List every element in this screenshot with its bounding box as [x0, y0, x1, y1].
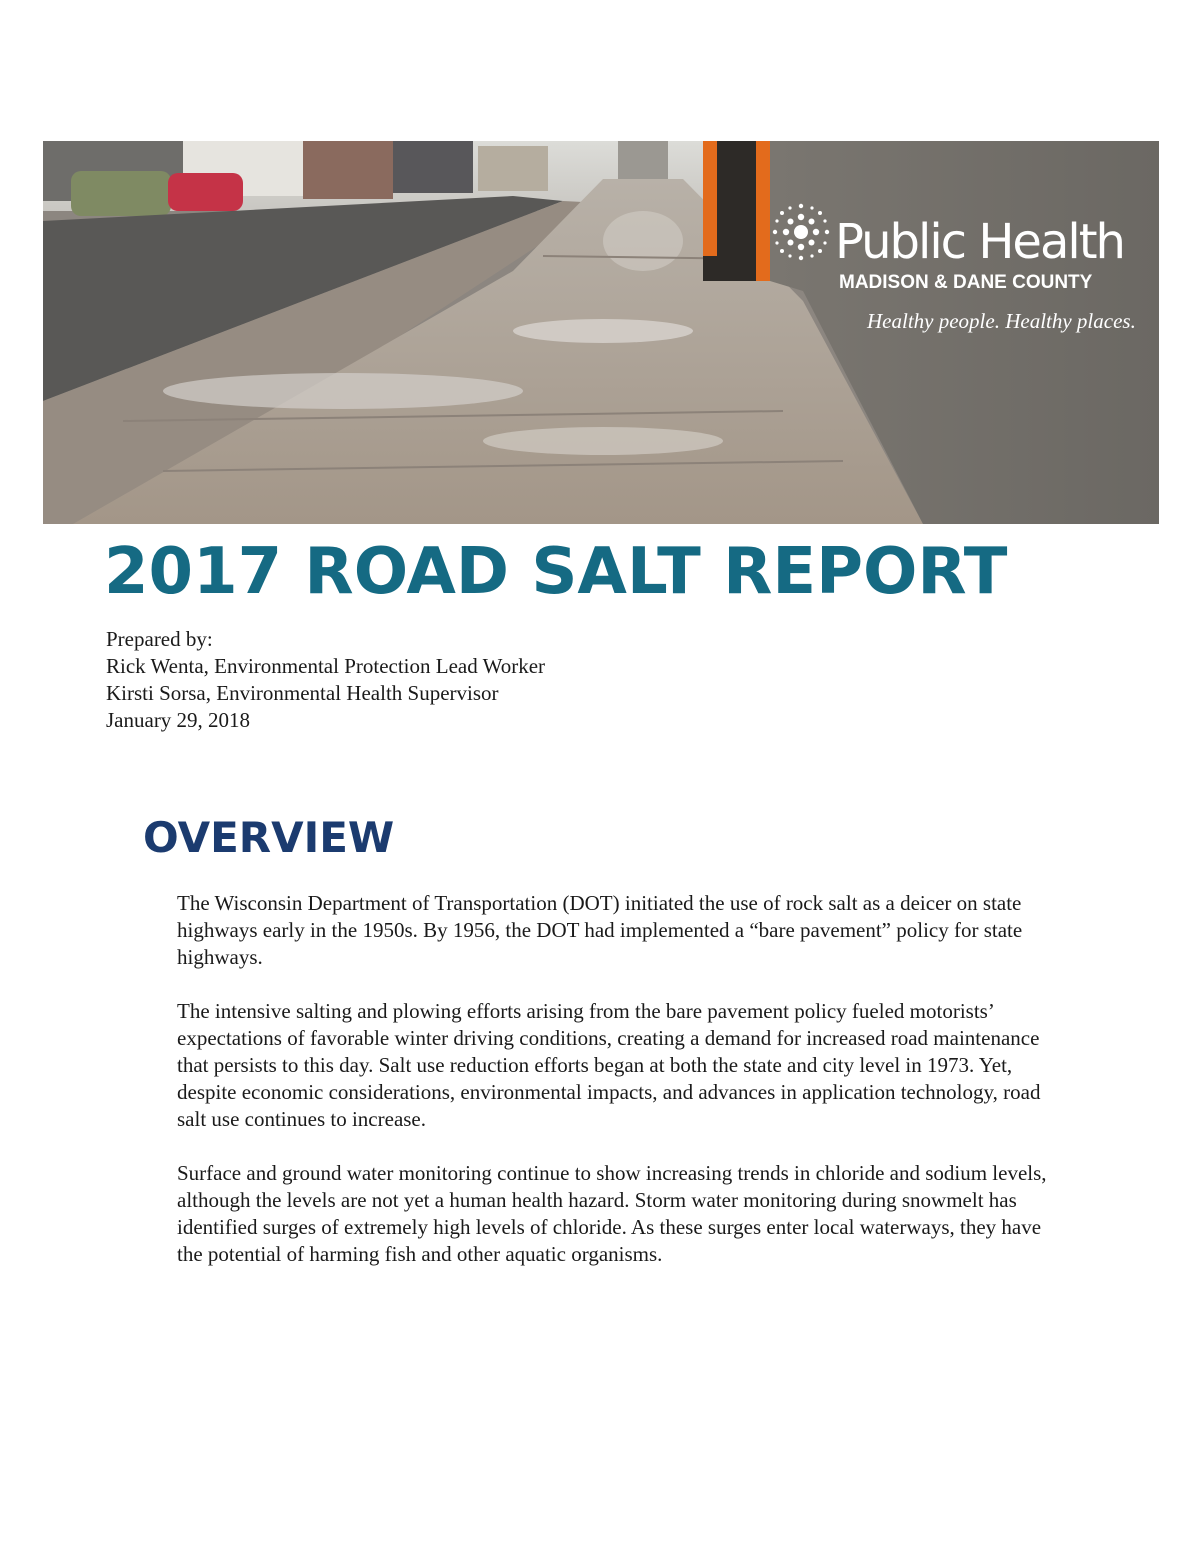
header-photo: [43, 141, 1159, 524]
public-health-logo: [769, 198, 1139, 348]
author-line: Kirsti Sorsa, Environmental Health Supervisor: [106, 681, 499, 705]
overview-paragraph: Surface and ground water monitoring continue to show increasing trends in chloride and sodium levels, although the levels are not yet a human health hazard. Storm water monitoring during snowmelt has identified surges of extremely high levels of chloride. As these surges enter local waterways, they have the potential of harming fish and other aquatic organisms.: [177, 1161, 1047, 1266]
overview-heading: OVERVIEW: [143, 813, 395, 862]
sunburst-icon: [769, 200, 833, 264]
logo-brand-name: Public Health: [835, 214, 1124, 270]
prepared-by-label: Prepared by:: [106, 627, 213, 651]
author-line: Rick Wenta, Environmental Protection Lead Worker: [106, 654, 546, 678]
logo-county-name: MADISON & DANE COUNTY: [839, 272, 1093, 293]
report-date: January 29, 2018: [106, 708, 251, 732]
overview-body: [177, 890, 1047, 1295]
prepared-by-block: [106, 626, 545, 734]
overview-paragraph: The intensive salting and plowing efforts arising from the bare pavement policy fueled motorists’ expectations of favorable winter driving conditions, creating a demand for increased road maintenance that persists to this day. Salt use reduction efforts began at both the state and city level in 1973. Yet, despite economic considerations, environmental impacts, and advances in application technology, road salt use continues to increase.: [177, 999, 1041, 1131]
overview-paragraph: The Wisconsin Department of Transportation (DOT) initiated the use of rock salt as a deicer on state highways early in the 1950s. By 1956, the DOT had implemented a “bare pavement” policy for state highways.: [177, 891, 1023, 969]
report-title: 2017 ROAD SALT REPORT: [104, 535, 1008, 609]
logo-tagline: Healthy people. Healthy places.: [867, 309, 1136, 333]
